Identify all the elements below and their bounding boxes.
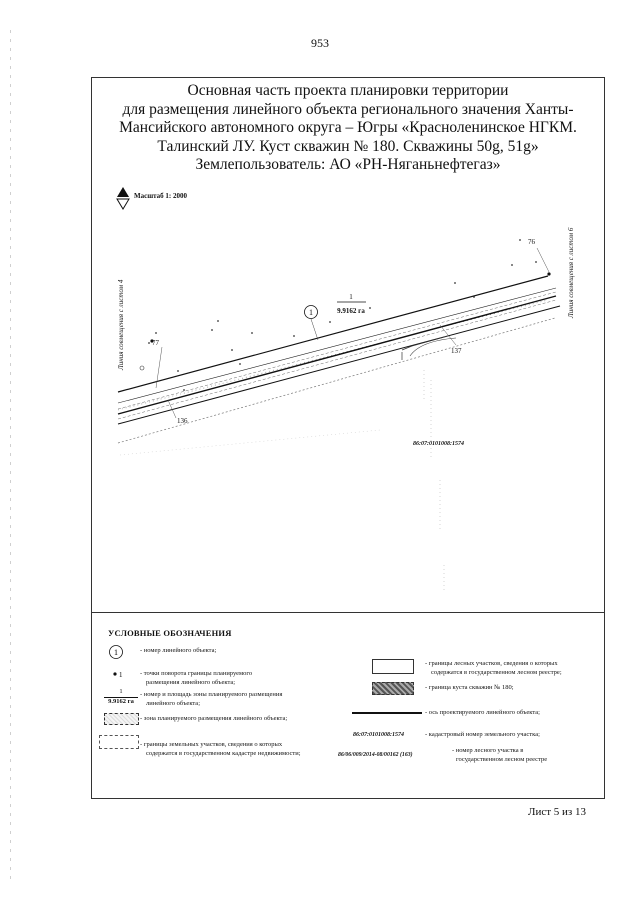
legend-zone-area-text <box>140 691 282 708</box>
legend-axis-text: - ось проектируемого линейного объекта; <box>425 709 540 716</box>
zone-area-symbol-bottom: 9.9162 га <box>104 697 138 707</box>
title-line: Мансийского автономного округа – Югры «Красноленинское НГКМ. <box>119 119 577 136</box>
turn-point-symbol <box>112 669 126 679</box>
legend-well-pad-text: - граница куста скважин № 180; <box>425 684 514 691</box>
legend-zone-fill-text: - зона планируемого размещения линейного объекта; <box>140 715 288 722</box>
legend-text-line: - границы лесных участков, сведения о которых <box>425 660 558 667</box>
legend-text-line: - границы земельных участков, сведения о которых <box>140 741 283 748</box>
drawing-title <box>100 82 596 175</box>
svg-text:1: 1 <box>119 671 123 679</box>
right-match-line-label: Линия совмещения с листом 6 <box>567 227 575 318</box>
map-cadastral-number: 86:07:0101008:1574 <box>413 441 464 447</box>
zone-area-symbol-top: 1 <box>119 688 123 695</box>
legend-text-line: содержатся в государственном лесном реестре; <box>431 668 562 676</box>
zone-area-symbol <box>104 688 138 706</box>
legend-text-line: линейного объекта; <box>146 699 200 707</box>
svg-text:1: 1 <box>114 648 118 657</box>
title-line: Землепользователь: АО «РН-Няганьнефтегаз» <box>195 156 501 173</box>
scan-edge-marks <box>10 30 11 880</box>
map-zone-area: 9.9162 га <box>337 307 365 315</box>
zone-fill-symbol <box>104 713 139 725</box>
point-label-77: 77 <box>152 339 159 347</box>
map-object-number: 1 <box>309 308 313 317</box>
legend-divider <box>92 612 604 613</box>
legend-land-plots-text <box>140 741 301 758</box>
legend-text-line: государственном лесном реестре <box>456 755 548 763</box>
legend-turn-points-text <box>140 670 252 687</box>
forest-plots-symbol <box>372 659 414 674</box>
page-number: 953 <box>311 36 329 50</box>
object-number-symbol <box>108 644 124 660</box>
map-scale-label: Масштаб 1: 2000 <box>134 192 187 200</box>
point-label-136: 136 <box>177 417 188 425</box>
legend-forest-plots-text <box>425 660 562 677</box>
legend-object-number-text: - номер линейного объекта; <box>140 647 217 654</box>
legend-text-line: - номер лесного участка в <box>452 747 524 754</box>
point-label-137: 137 <box>451 347 462 355</box>
left-match-line-label: Линия совмещения с листом 4 <box>117 279 125 370</box>
legend-text-line: - точки поворота границы планируемого <box>140 670 253 677</box>
legend-title: УСЛОВНЫЕ ОБОЗНАЧЕНИЯ <box>108 628 232 638</box>
land-plots-symbol <box>99 735 139 749</box>
map-zone-number: 1 <box>349 293 353 301</box>
title-line: для размещения линейного объекта регионального значения Ханты- <box>122 100 574 118</box>
title-line: Талинский ЛУ. Куст скважин № 180. Скважины 50g, 51g» <box>157 137 539 155</box>
axis-line-symbol <box>352 712 422 714</box>
map-area <box>92 182 604 610</box>
forest-number-symbol: 86/06/009/2014-08/00162 (163) <box>338 752 413 758</box>
well-pad-symbol <box>372 682 414 695</box>
legend-cadastral-text: - кадастровый номер земельного участка; <box>425 731 540 738</box>
legend-forest-number-text <box>452 747 547 764</box>
sheet-number: Лист 5 из 13 <box>528 806 587 818</box>
title-line: Основная часть проекта планировки территории <box>187 82 509 99</box>
cadastral-symbol: 86:07:0101008:1574 <box>353 732 404 738</box>
point-label-76: 76 <box>528 238 535 246</box>
legend-text-line: размещения линейного объекта; <box>146 678 236 686</box>
legend-text-line: - номер и площадь зоны планируемого размещения <box>140 691 283 698</box>
legend-text-line: содержатся в государственном кадастре недвижимости; <box>146 749 301 757</box>
